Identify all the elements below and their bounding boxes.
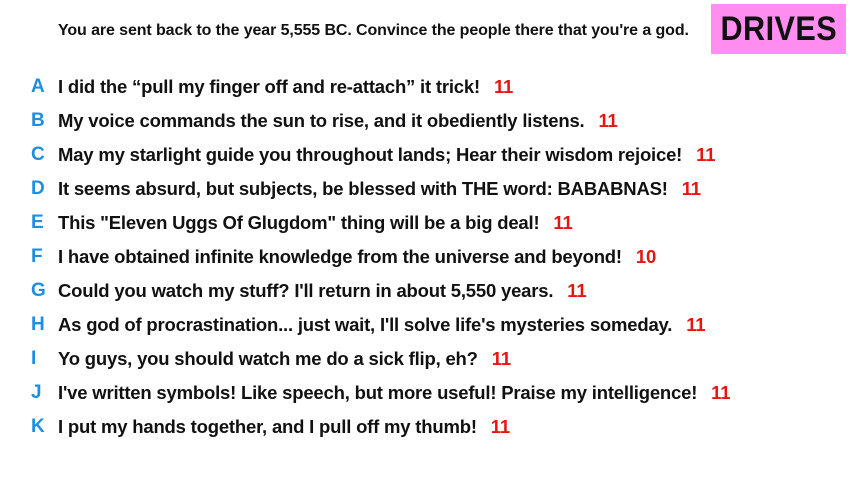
answer-text-container [58,246,656,268]
question-prompt: You are sent back to the year 5,555 BC. Convince the people there that you're a god. [58,22,689,39]
answer-row-b [0,104,853,138]
answer-letter: G [31,280,46,301]
answer-score: 11 [711,382,731,403]
answer-row-f [0,240,853,274]
answer-letter: A [31,76,45,97]
answer-text: I've written symbols! Like speech, but more useful! Praise my intelligence! [58,382,698,403]
answer-text: I did the “pull my finger off and re-attach” it trick! [58,76,480,97]
answer-row-e [0,206,853,240]
answer-text-container [58,280,586,302]
answer-text-container [58,314,705,336]
answer-text: I put my hands together, and I pull off my thumb! [58,416,477,437]
answer-letter: F [31,246,43,267]
answer-score: 11 [567,280,587,301]
answer-letter: E [31,212,44,233]
answer-text-container [58,178,701,200]
answer-text: Yo guys, you should watch me do a sick flip, eh? [58,348,478,369]
answer-text-container [58,382,730,404]
answer-text: I have obtained infinite knowledge from the universe and beyond! [58,246,622,267]
answer-score: 11 [686,314,706,335]
answer-row-a [0,70,853,104]
answer-letter: H [31,314,45,335]
answer-row-k [0,410,853,444]
answer-text: It seems absurd, but subjects, be blessed with THE word: BABABNAS! [58,178,668,199]
answer-row-g [0,274,853,308]
answer-text-container [58,144,715,166]
answer-text-container [58,76,513,98]
answer-row-c [0,138,853,172]
answer-score: 11 [493,76,514,97]
answer-letter: C [31,144,45,165]
answer-text-container [58,212,573,234]
answer-score: 11 [491,348,511,369]
answer-row-j [0,376,853,410]
answer-text-container [58,110,618,132]
answer-score: 11 [553,212,573,233]
answer-text: May my starlight guide you throughout lands; Hear their wisdom rejoice! [58,144,683,165]
category-label: DRIVES [720,9,837,48]
answer-row-h [0,308,853,342]
answer-letter: K [31,416,45,437]
answer-text: As god of procrastination... just wait, I'll solve life's mysteries someday. [58,314,673,335]
answer-score: 11 [490,416,510,437]
answer-score: 11 [598,110,618,131]
answer-text-container [58,348,511,370]
answer-text: My voice commands the sun to rise, and it obediently listens. [58,110,585,131]
answer-score: 11 [696,144,716,165]
answer-score: 10 [635,246,657,267]
answer-text-container [58,416,510,438]
category-badge [711,4,846,54]
answer-row-d [0,172,853,206]
answer-letter: J [31,382,42,403]
answer-text: This "Eleven Uggs Of Glugdom" thing will be a big deal! [58,212,540,233]
answer-row-i [0,342,853,376]
answer-letter: B [31,110,45,131]
answer-text: Could you watch my stuff? I'll return in about 5,550 years. [58,280,554,301]
answer-score: 11 [681,178,701,199]
answer-letter: I [31,348,37,369]
answer-letter: D [31,178,45,199]
